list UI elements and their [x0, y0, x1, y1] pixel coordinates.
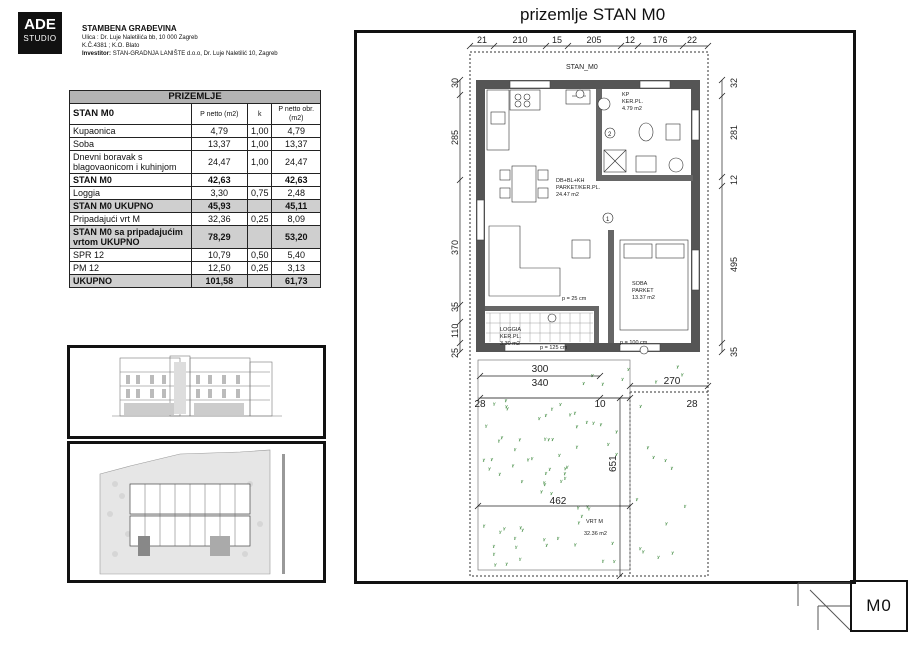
table-cell-pnet: 32,36 — [191, 213, 247, 226]
table-cell-name: SPR 12 — [70, 249, 192, 262]
table-cell-name: Pripadajući vrt M — [70, 213, 192, 226]
dim-270: 270 — [663, 376, 681, 387]
project-address: Ulica : Dr. Luje Naletilića bb, 10 000 Zagreb — [82, 35, 198, 41]
level-note-2: p = 125 cm — [540, 345, 568, 351]
table-cell-name: UKUPNO — [70, 275, 192, 288]
dim-right-2: 12 — [729, 174, 739, 185]
investor-value: STAN-GRADNJA LANIŠTE d.o.o, Dr. Luje Naletilić 10, Zagreb — [112, 51, 278, 57]
table-cell-pobr: 13,37 — [272, 138, 321, 151]
dim-462: 462 — [549, 496, 567, 507]
dim-top-0: 21 — [476, 35, 488, 45]
dim-top-1: 210 — [512, 35, 528, 45]
loggia-label-3: 3.30 m2 — [500, 341, 520, 347]
kitchen — [487, 90, 540, 150]
dim-right-3: 495 — [729, 256, 739, 272]
table-cell-pnet: 45,93 — [191, 200, 247, 213]
living-label-3: 24.47 m2 — [556, 192, 579, 198]
unit-tag: M0 — [850, 580, 908, 632]
table-cell-pobr: 2,48 — [272, 187, 321, 200]
dim-top-5: 176 — [652, 35, 668, 45]
bath-label-3: 4.79 m2 — [622, 106, 642, 112]
dim-top-4: 12 — [624, 35, 636, 45]
table-cell-pnet: 78,29 — [191, 226, 247, 249]
table-cell-pobr: 4,79 — [272, 125, 321, 138]
table-cell-pnet: 4,79 — [191, 125, 247, 138]
table-cell-name: Soba — [70, 138, 192, 151]
table-cell-pobr: 53,20 — [272, 226, 321, 249]
table-cell-k: 1,00 — [247, 151, 272, 174]
marker-1: 1 — [606, 217, 610, 223]
loggia-label-1: LOGGIA — [500, 327, 522, 333]
table-header-pobr: P netto obr. (m2) — [272, 104, 321, 125]
dim-28b: 28 — [686, 399, 698, 410]
dim-right-4: 35 — [729, 346, 739, 357]
table-cell-k: 1,00 — [247, 138, 272, 151]
table-cell-k: 0,25 — [247, 262, 272, 275]
bath-label-1: KP — [622, 92, 630, 98]
table-header-pnet: P netto (m2) — [191, 104, 247, 125]
dim-top-6: 22 — [686, 35, 698, 45]
table-cell-k: 0,50 — [247, 249, 272, 262]
dim-651: 651 — [608, 455, 619, 472]
table-cell-name: STAN M0 sa pripadajućim vrtom UKUPNO — [70, 226, 192, 249]
table-cell-name: Dnevni boravak s blagovaonicom i kuhinjom — [70, 151, 192, 174]
table-cell-pnet: 101,58 — [191, 275, 247, 288]
table-cell-pobr: 42,63 — [272, 174, 321, 187]
plan-title: prizemlje STAN M0 — [520, 5, 666, 24]
table-cell-pobr: 61,73 — [272, 275, 321, 288]
bath-label-2: KER.PL. — [622, 99, 644, 105]
dim-top-3: 205 — [586, 35, 602, 45]
table-caption: PRIZEMLJE — [70, 91, 321, 104]
table-cell-pnet: 10,79 — [191, 249, 247, 262]
dim-300: 300 — [531, 364, 549, 375]
dining-table — [500, 166, 548, 202]
table-cell-pobr: 5,40 — [272, 249, 321, 262]
level-note-1: p = 25 cm — [562, 296, 587, 302]
dim-left-0: 30 — [450, 77, 460, 88]
table-cell-pobr: 24,47 — [272, 151, 321, 174]
table-cell-name: Loggia — [70, 187, 192, 200]
table-cell-k: 0,75 — [247, 187, 272, 200]
bed — [620, 240, 688, 330]
marker-2: 2 — [608, 132, 612, 138]
table-cell-pnet: 24,47 — [191, 151, 247, 174]
table-cell-name: STAN M0 UKUPNO — [70, 200, 192, 213]
table-cell-k: 0,25 — [247, 213, 272, 226]
table-cell-pobr: 3,13 — [272, 262, 321, 275]
corner-symbol — [798, 583, 850, 630]
loggia-label-2: KER.PL. — [500, 334, 522, 340]
table-header-k: k — [247, 104, 272, 125]
table-cell-name: Kupaonica — [70, 125, 192, 138]
living-label-2: PARKET/KER.PL. — [556, 185, 601, 191]
table-cell-name: PM 12 — [70, 262, 192, 275]
table-cell-pnet: 13,37 — [191, 138, 247, 151]
table-cell-pnet: 42,63 — [191, 174, 247, 187]
logo-line2: STUDIO — [23, 34, 57, 43]
garden-label-1: VRT M — [586, 519, 603, 525]
investor-label: Investitor: — [82, 51, 112, 57]
bed-label-2: PARKET — [632, 288, 654, 294]
table-cell-k: 1,00 — [247, 125, 272, 138]
table-cell-pnet: 3,30 — [191, 187, 247, 200]
dim-28a: 28 — [474, 399, 486, 410]
table-cell-pobr: 8,09 — [272, 213, 321, 226]
project-title: STAMBENA GRAĐEVINA — [82, 24, 177, 33]
bed-label-1: SOBA — [632, 281, 648, 287]
bed-label-3: 13.37 m2 — [632, 295, 655, 301]
unit-label: STAN_M0 — [566, 64, 598, 71]
table-cell-name: STAN M0 — [70, 174, 192, 187]
dim-top-2: 15 — [551, 35, 563, 45]
table-cell-pobr: 45,11 — [272, 200, 321, 213]
logo-line1: ADE — [24, 16, 56, 33]
table-header-name: STAN M0 — [70, 104, 192, 125]
living-label-1: DB+BL+KH — [556, 178, 585, 184]
dim-10: 10 — [594, 399, 606, 410]
level-note-3: p = 100 cm — [620, 340, 648, 346]
sofa — [489, 226, 590, 296]
dim-340: 340 — [531, 378, 549, 389]
dim-left-2: 370 — [450, 239, 460, 255]
dim-right-1: 281 — [729, 124, 739, 140]
dim-left-5: 25 — [450, 347, 460, 358]
dim-left-4: 110 — [450, 323, 460, 338]
dim-left-1: 285 — [450, 129, 460, 145]
project-parcel: K.Č.4381 ; K.O. Blato — [82, 43, 140, 49]
garden-label-2: 32.36 m2 — [584, 531, 607, 537]
dim-left-3: 35 — [450, 301, 460, 312]
table-cell-pnet: 12,50 — [191, 262, 247, 275]
dim-right-0: 32 — [729, 77, 739, 88]
